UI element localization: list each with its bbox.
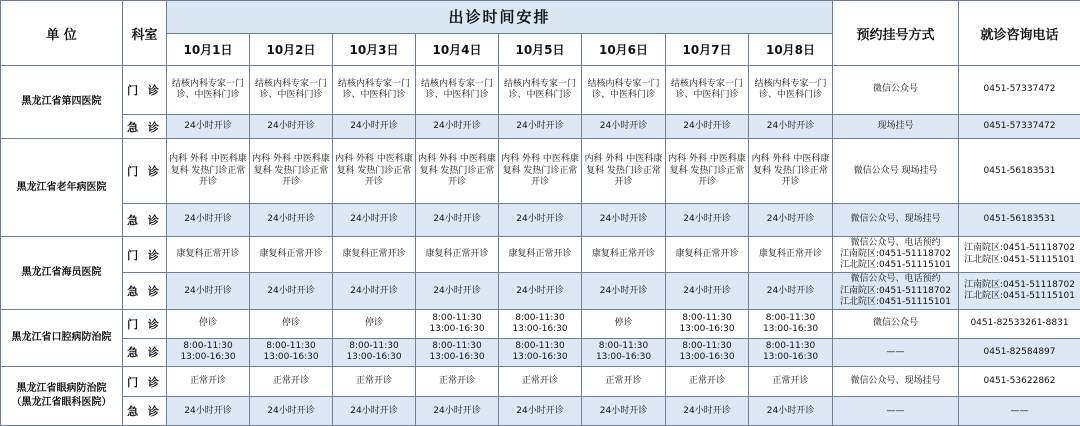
consult-phone: 0451-57337472 (959, 114, 1080, 138)
header-date: 10月5日 (499, 33, 582, 66)
schedule-cell: 24小时开诊 (666, 114, 749, 138)
schedule-cell: 内科 外科 中医科康复科 发热门诊正常开诊 (749, 139, 833, 204)
schedule-cell: 24小时开诊 (499, 273, 582, 310)
consult-phone: 0451-57337472 (959, 66, 1080, 115)
schedule-cell: 24小时开诊 (749, 114, 833, 138)
schedule-cell: 结核内科专家一门诊、中医科门诊 (749, 66, 833, 115)
department-outpatient: 门 诊 (123, 66, 167, 115)
department-emergency: 急 诊 (123, 338, 167, 366)
schedule-cell: 8:00-11:30 13:00-16:30 (333, 338, 416, 366)
consult-phone: 0451-56183531 (959, 139, 1080, 204)
schedule-cell: 内科 外科 中医科康复科 发热门诊正常开诊 (333, 139, 416, 204)
booking-method: 微信公众号 (833, 310, 959, 338)
schedule-cell: 结核内科专家一门诊、中医科门诊 (582, 66, 666, 115)
schedule-cell: 结核内科专家一门诊、中医科门诊 (167, 66, 250, 115)
schedule-cell: 24小时开诊 (749, 273, 833, 310)
consult-phone: —— (959, 397, 1080, 426)
schedule-cell: 结核内科专家一门诊、中医科门诊 (666, 66, 749, 115)
consult-phone: 江南院区:0451-51118702 江北院区:0451-51115101 (959, 273, 1080, 310)
table-row (1, 236, 1080, 273)
schedule-cell: 24小时开诊 (167, 273, 250, 310)
department-outpatient: 门 诊 (123, 310, 167, 338)
schedule-cell: 8:00-11:30 13:00-16:30 (749, 338, 833, 366)
table-body (1, 1, 1080, 426)
schedule-cell: 8:00-11:30 13:00-16:30 (250, 338, 333, 366)
schedule-cell: 24小时开诊 (499, 397, 582, 426)
schedule-cell: 正常开诊 (416, 366, 499, 397)
booking-method: 微信公众号 (833, 66, 959, 115)
department-outpatient: 门 诊 (123, 236, 167, 273)
schedule-cell: 24小时开诊 (499, 204, 582, 237)
schedule-cell: 24小时开诊 (333, 273, 416, 310)
schedule-cell: 24小时开诊 (333, 204, 416, 237)
table-row (1, 366, 1080, 397)
schedule-cell: 康复科正常开诊 (582, 236, 666, 273)
department-emergency: 急 诊 (123, 273, 167, 310)
schedule-cell: 24小时开诊 (416, 204, 499, 237)
schedule-cell: 24小时开诊 (333, 114, 416, 138)
schedule-cell: 结核内科专家一门诊、中医科门诊 (250, 66, 333, 115)
table-row (1, 114, 1080, 138)
header-booking: 预约挂号方式 (833, 1, 959, 66)
consult-phone: 0451-82533261-8831 (959, 310, 1080, 338)
schedule-cell: 8:00-11:30 13:00-16:30 (416, 310, 499, 338)
header-date: 10月8日 (749, 33, 833, 66)
schedule-cell: 24小时开诊 (749, 397, 833, 426)
header-date: 10月4日 (416, 33, 499, 66)
header-date: 10月3日 (333, 33, 416, 66)
schedule-cell: 24小时开诊 (582, 273, 666, 310)
header-date: 10月1日 (167, 33, 250, 66)
schedule-cell: 停诊 (333, 310, 416, 338)
schedule-cell: 24小时开诊 (333, 397, 416, 426)
schedule-cell: 8:00-11:30 13:00-16:30 (666, 310, 749, 338)
schedule-cell: 24小时开诊 (167, 204, 250, 237)
schedule-cell: 24小时开诊 (582, 204, 666, 237)
header-department: 科室 (123, 1, 167, 66)
schedule-cell: 正常开诊 (666, 366, 749, 397)
hospital-name: 黑龙江省眼病防治院 （黑龙江省眼科医院） (1, 366, 123, 425)
schedule-cell: 内科 外科 中医科康复科 发热门诊正常开诊 (499, 139, 582, 204)
schedule-cell: 24小时开诊 (499, 114, 582, 138)
department-emergency: 急 诊 (123, 114, 167, 138)
hospital-name: 黑龙江省第四医院 (1, 66, 123, 139)
consult-phone: 0451-56183531 (959, 204, 1080, 237)
schedule-cell: 停诊 (250, 310, 333, 338)
schedule-cell: 正常开诊 (167, 366, 250, 397)
schedule-cell: 8:00-11:30 13:00-16:30 (499, 310, 582, 338)
table-row (1, 66, 1080, 115)
schedule-cell: 停诊 (582, 310, 666, 338)
schedule-cell: 康复科正常开诊 (250, 236, 333, 273)
booking-method: 现场挂号 (833, 114, 959, 138)
schedule-cell: 正常开诊 (499, 366, 582, 397)
hospital-name: 黑龙江省口腔病防治院 (1, 310, 123, 367)
table-row (1, 397, 1080, 426)
schedule-cell: 24小时开诊 (250, 273, 333, 310)
schedule-cell: 24小时开诊 (167, 114, 250, 138)
header-row-title (1, 1, 1080, 34)
schedule-cell: 8:00-11:30 13:00-16:30 (167, 338, 250, 366)
schedule-cell: 结核内科专家一门诊、中医科门诊 (499, 66, 582, 115)
schedule-cell: 内科 外科 中医科康复科 发热门诊正常开诊 (250, 139, 333, 204)
header-date: 10月2日 (250, 33, 333, 66)
booking-method: 微信公众号、电话预约 江南院区:0451-51118702 江北院区:0451-51115101 (833, 236, 959, 273)
header-schedule-title: 出诊时间安排 (167, 1, 833, 34)
schedule-cell: 停诊 (167, 310, 250, 338)
header-date: 10月6日 (582, 33, 666, 66)
table-row (1, 204, 1080, 237)
schedule-cell: 正常开诊 (250, 366, 333, 397)
department-outpatient: 门 诊 (123, 139, 167, 204)
schedule-cell: 结核内科专家一门诊、中医科门诊 (333, 66, 416, 115)
schedule-cell: 康复科正常开诊 (499, 236, 582, 273)
schedule-cell: 康复科正常开诊 (416, 236, 499, 273)
consult-phone: 0451-82584897 (959, 338, 1080, 366)
header-date: 10月7日 (666, 33, 749, 66)
schedule-cell: 康复科正常开诊 (333, 236, 416, 273)
schedule-cell: 24小时开诊 (416, 114, 499, 138)
schedule-cell: 8:00-11:30 13:00-16:30 (666, 338, 749, 366)
schedule-cell: 24小时开诊 (167, 397, 250, 426)
consult-phone: 0451-53622862 (959, 366, 1080, 397)
table-row (1, 139, 1080, 204)
header-phone: 就诊咨询电话 (959, 1, 1080, 66)
department-outpatient: 门 诊 (123, 366, 167, 397)
schedule-cell: 24小时开诊 (416, 273, 499, 310)
booking-method: 微信公众号、现场挂号 (833, 366, 959, 397)
schedule-cell: 24小时开诊 (416, 397, 499, 426)
schedule-cell: 内科 外科 中医科康复科 发热门诊正常开诊 (167, 139, 250, 204)
schedule-cell: 正常开诊 (749, 366, 833, 397)
schedule-cell: 24小时开诊 (250, 397, 333, 426)
schedule-cell: 正常开诊 (582, 366, 666, 397)
department-emergency: 急 诊 (123, 397, 167, 426)
schedule-cell: 结核内科专家一门诊、中医科门诊 (416, 66, 499, 115)
schedule-cell: 24小时开诊 (582, 114, 666, 138)
schedule-cell: 康复科正常开诊 (666, 236, 749, 273)
schedule-cell: 8:00-11:30 13:00-16:30 (416, 338, 499, 366)
schedule-cell: 内科 外科 中医科康复科 发热门诊正常开诊 (416, 139, 499, 204)
schedule-cell: 24小时开诊 (666, 397, 749, 426)
schedule-cell: 24小时开诊 (582, 397, 666, 426)
hospital-name: 黑龙江省老年病医院 (1, 139, 123, 237)
schedule-cell: 康复科正常开诊 (167, 236, 250, 273)
schedule-cell: 24小时开诊 (666, 204, 749, 237)
consult-phone: 江南院区:0451-51118702 江北院区:0451-51115101 (959, 236, 1080, 273)
table-row (1, 310, 1080, 338)
schedule-cell: 8:00-11:30 13:00-16:30 (499, 338, 582, 366)
booking-method: —— (833, 397, 959, 426)
schedule-cell: 内科 外科 中医科康复科 发热门诊正常开诊 (582, 139, 666, 204)
schedule-cell: 8:00-11:30 13:00-16:30 (749, 310, 833, 338)
schedule-cell: 康复科正常开诊 (749, 236, 833, 273)
header-unit: 单 位 (1, 1, 123, 66)
schedule-cell: 24小时开诊 (250, 114, 333, 138)
schedule-cell: 24小时开诊 (666, 273, 749, 310)
schedule-cell: 正常开诊 (333, 366, 416, 397)
booking-method: —— (833, 338, 959, 366)
schedule-cell: 24小时开诊 (250, 204, 333, 237)
schedule-cell: 24小时开诊 (749, 204, 833, 237)
booking-method: 微信公众号 现场挂号 (833, 139, 959, 204)
booking-method: 微信公众号、电话预约 江南院区:0451-51118702 江北院区:0451-51115101 (833, 273, 959, 310)
hospital-name: 黑龙江省海员医院 (1, 236, 123, 309)
schedule-cell: 8:00-11:30 13:00-16:30 (582, 338, 666, 366)
booking-method: 微信公众号、现场挂号 (833, 204, 959, 237)
table-row (1, 338, 1080, 366)
department-emergency: 急 诊 (123, 204, 167, 237)
table-row (1, 273, 1080, 310)
schedule-cell: 内科 外科 中医科康复科 发热门诊正常开诊 (666, 139, 749, 204)
